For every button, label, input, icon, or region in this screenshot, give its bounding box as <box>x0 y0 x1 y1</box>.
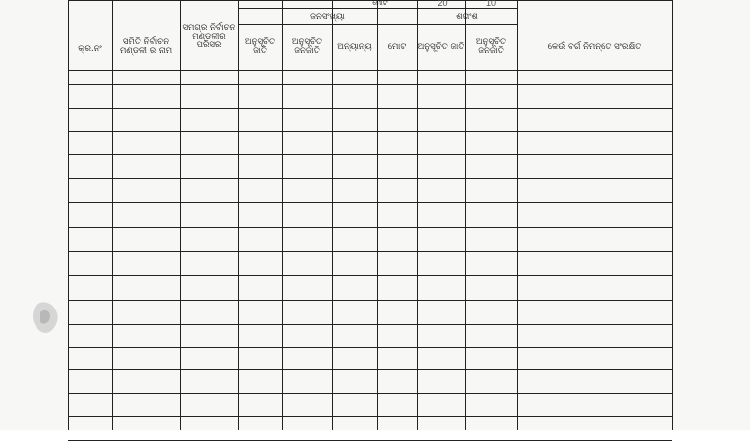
row-pct-sc-cell <box>417 310 465 324</box>
row-st-cell <box>282 426 332 440</box>
row-total-cell <box>377 94 417 108</box>
row-pct-st-cell <box>465 286 517 300</box>
row-name-cell <box>112 86 180 100</box>
row-st-cell <box>282 237 332 251</box>
row-name-cell <box>112 205 180 219</box>
row-reserved-category-cell <box>517 327 672 345</box>
row-pct-st-cell <box>465 188 517 202</box>
row-reserved-category-cell <box>517 134 672 152</box>
row-name-cell <box>112 253 180 267</box>
row-reserved-category-cell <box>517 349 672 367</box>
row-pct-sc-cell <box>417 117 465 131</box>
row-sc-cell <box>238 402 282 416</box>
row-pct-sc-cell <box>417 237 465 251</box>
row-reserved-category-cell <box>517 304 672 322</box>
top-total-label: ମୋଟ <box>372 0 388 7</box>
row-serial-cell <box>68 86 112 100</box>
row-reserved-category-cell <box>517 231 672 249</box>
row-total-cell <box>377 117 417 131</box>
row-pct-sc-cell <box>417 402 465 416</box>
top-value-2: 10 <box>485 0 496 8</box>
row-other-cell <box>332 355 377 369</box>
row-pct-st-cell <box>465 140 517 154</box>
row-other-cell <box>332 426 377 440</box>
row-name-cell <box>112 132 180 146</box>
row-pct-sc-cell <box>417 333 465 347</box>
row-st-cell <box>282 261 332 275</box>
row-name-cell <box>112 394 180 408</box>
row-sc-cell <box>238 379 282 393</box>
col-header-other: ଅନ୍ୟାନ୍ୟ <box>337 41 372 52</box>
col-header-name: ସମିତି ନିର୍ବାଚନ ମଣ୍ଡଳୀ ର ନାମ <box>119 37 173 56</box>
row-divider-rule <box>68 275 672 276</box>
row-sc-cell <box>238 94 282 108</box>
row-sc-cell <box>238 188 282 202</box>
row-reserved-category-cell <box>517 420 672 438</box>
row-total-cell <box>377 355 417 369</box>
column-index-cell <box>112 71 180 84</box>
row-serial-cell <box>68 371 112 385</box>
row-total-cell <box>377 237 417 251</box>
row-divider-rule <box>68 227 672 228</box>
row-name-cell <box>112 180 180 194</box>
col-header-sc: ଅନୁସୂଚିତ ଜାତି <box>244 37 276 56</box>
row-serial-cell <box>68 278 112 292</box>
column-index-cell <box>417 71 465 84</box>
col-header-reserved: କେଉଁ ବର୍ଗ ନିମନ୍ତେ ସଂରକ୍ଷିତ <box>547 41 642 52</box>
row-reserved-category-cell <box>517 255 672 273</box>
row-reserved-category-cell <box>517 182 672 200</box>
row-st-cell <box>282 286 332 300</box>
column-index-cell <box>465 71 517 84</box>
column-index-cell <box>332 71 377 84</box>
row-total-cell <box>377 402 417 416</box>
row-pct-st-cell <box>465 213 517 227</box>
row-st-cell <box>282 164 332 178</box>
row-st-cell <box>282 94 332 108</box>
column-index-cell <box>238 71 282 84</box>
row-area-cell <box>180 302 238 316</box>
row-pct-st-cell <box>465 164 517 178</box>
col-header-st: ଅନୁସୂଚିତ ଜନଜାତି <box>291 37 323 56</box>
row-pct-sc-cell <box>417 426 465 440</box>
row-reserved-category-cell <box>517 396 672 414</box>
row-pct-st-cell <box>465 261 517 275</box>
row-divider-rule <box>68 416 672 417</box>
row-divider-rule <box>68 202 672 203</box>
row-pct-sc-cell <box>417 286 465 300</box>
row-other-cell <box>332 379 377 393</box>
row-reserved-category-cell <box>517 280 672 298</box>
row-other-cell <box>332 261 377 275</box>
row-pct-st-cell <box>465 402 517 416</box>
row-other-cell <box>332 310 377 324</box>
row-sc-cell <box>238 213 282 227</box>
row-other-cell <box>332 213 377 227</box>
row-serial-cell <box>68 132 112 146</box>
row-other-cell <box>332 164 377 178</box>
row-reserved-category-cell <box>517 111 672 129</box>
row-divider-rule <box>68 154 672 155</box>
column-index-cell <box>180 71 238 84</box>
column-index-cell <box>68 71 112 84</box>
row-divider-rule <box>68 300 672 301</box>
row-sc-cell <box>238 310 282 324</box>
row-other-cell <box>332 140 377 154</box>
row-pct-sc-cell <box>417 379 465 393</box>
row-total-cell <box>377 286 417 300</box>
row-pct-st-cell <box>465 310 517 324</box>
row-other-cell <box>332 402 377 416</box>
row-area-cell <box>180 325 238 339</box>
column-index-cell <box>282 71 332 84</box>
row-pct-st-cell <box>465 117 517 131</box>
row-serial-cell <box>68 394 112 408</box>
row-pct-st-cell <box>465 333 517 347</box>
row-st-cell <box>282 333 332 347</box>
row-st-cell <box>282 188 332 202</box>
row-pct-sc-cell <box>417 188 465 202</box>
row-area-cell <box>180 109 238 123</box>
row-name-cell <box>112 156 180 170</box>
row-area-cell <box>180 132 238 146</box>
row-other-cell <box>332 333 377 347</box>
row-reserved-category-cell <box>517 207 672 225</box>
row-name-cell <box>112 109 180 123</box>
row-total-cell <box>377 213 417 227</box>
index-row-bottom-rule <box>68 84 672 85</box>
row-sc-cell <box>238 286 282 300</box>
row-serial-cell <box>68 156 112 170</box>
row-pct-st-cell <box>465 94 517 108</box>
row-st-cell <box>282 213 332 227</box>
row-pct-sc-cell <box>417 213 465 227</box>
row-total-cell <box>377 426 417 440</box>
row-pct-st-cell <box>465 379 517 393</box>
col-header-total: ମୋଟ <box>387 41 407 52</box>
column-index-cell <box>517 71 672 84</box>
row-name-cell <box>112 325 180 339</box>
row-sc-cell <box>238 164 282 178</box>
row-reserved-category-cell <box>517 88 672 106</box>
row-serial-cell <box>68 253 112 267</box>
row-pct-st-cell <box>465 426 517 440</box>
row-total-cell <box>377 188 417 202</box>
row-pct-sc-cell <box>417 140 465 154</box>
row-pct-sc-cell <box>417 355 465 369</box>
row-sc-cell <box>238 261 282 275</box>
row-total-cell <box>377 333 417 347</box>
row-name-cell <box>112 371 180 385</box>
row-divider-rule <box>68 251 672 252</box>
row-sc-cell <box>238 140 282 154</box>
row-st-cell <box>282 379 332 393</box>
row-other-cell <box>332 188 377 202</box>
row-st-cell <box>282 117 332 131</box>
row-total-cell <box>377 140 417 154</box>
row-other-cell <box>332 94 377 108</box>
row-total-cell <box>377 379 417 393</box>
row-other-cell <box>332 237 377 251</box>
row-sc-cell <box>238 355 282 369</box>
col-header-sl: କ୍ର.ନଂ <box>78 43 102 54</box>
row-serial-cell <box>68 109 112 123</box>
row-total-cell <box>377 261 417 275</box>
row-area-cell <box>180 229 238 243</box>
row-name-cell <box>112 347 180 361</box>
row-pct-sc-cell <box>417 164 465 178</box>
row-area-cell <box>180 278 238 292</box>
ink-blot-mark <box>30 298 62 338</box>
row-serial-cell <box>68 325 112 339</box>
row-serial-cell <box>68 180 112 194</box>
row-name-cell <box>112 278 180 292</box>
row-area-cell <box>180 86 238 100</box>
row-area-cell <box>180 347 238 361</box>
row-reserved-category-cell <box>517 158 672 176</box>
row-divider-rule <box>68 178 672 179</box>
col-header-pct-st: ଅନୁସୂଚିତ ଜନଜାତି <box>475 37 507 56</box>
row-st-cell <box>282 355 332 369</box>
row-total-cell <box>377 310 417 324</box>
row-area-cell <box>180 156 238 170</box>
row-sc-cell <box>238 237 282 251</box>
row-reserved-category-cell <box>517 373 672 391</box>
top-value-1: 20 <box>437 0 448 8</box>
row-total-cell <box>377 164 417 178</box>
row-serial-cell <box>68 302 112 316</box>
row-serial-cell <box>68 347 112 361</box>
row-serial-cell <box>68 205 112 219</box>
row-sc-cell <box>238 333 282 347</box>
column-index-cell <box>377 71 417 84</box>
row-st-cell <box>282 140 332 154</box>
row-st-cell <box>282 310 332 324</box>
row-other-cell <box>332 286 377 300</box>
row-name-cell <box>112 302 180 316</box>
column-rule <box>672 0 673 430</box>
row-pct-st-cell <box>465 355 517 369</box>
col-header-pct-sc: ଅନୁସୂଚିତ ଜାତି <box>417 41 465 52</box>
row-sc-cell <box>238 117 282 131</box>
row-area-cell <box>180 253 238 267</box>
row-pct-st-cell <box>465 237 517 251</box>
row-pct-sc-cell <box>417 261 465 275</box>
row-sc-cell <box>238 426 282 440</box>
row-other-cell <box>332 117 377 131</box>
row-divider-rule <box>68 369 672 370</box>
row-area-cell <box>180 205 238 219</box>
population-group-header: ଜନସଂଖ୍ୟା <box>310 11 345 22</box>
row-pct-sc-cell <box>417 94 465 108</box>
row-name-cell <box>112 229 180 243</box>
row-area-cell <box>180 371 238 385</box>
row-serial-cell <box>68 229 112 243</box>
row-area-cell <box>180 394 238 408</box>
row-st-cell <box>282 402 332 416</box>
row-area-cell <box>180 180 238 194</box>
percent-group-header: ଶତାଂଶ <box>456 11 478 22</box>
col-header-area: ସମଗ୍ର ନିର୍ବାଚନ ମଣ୍ଡଳୀର ପରିସର <box>182 22 236 51</box>
